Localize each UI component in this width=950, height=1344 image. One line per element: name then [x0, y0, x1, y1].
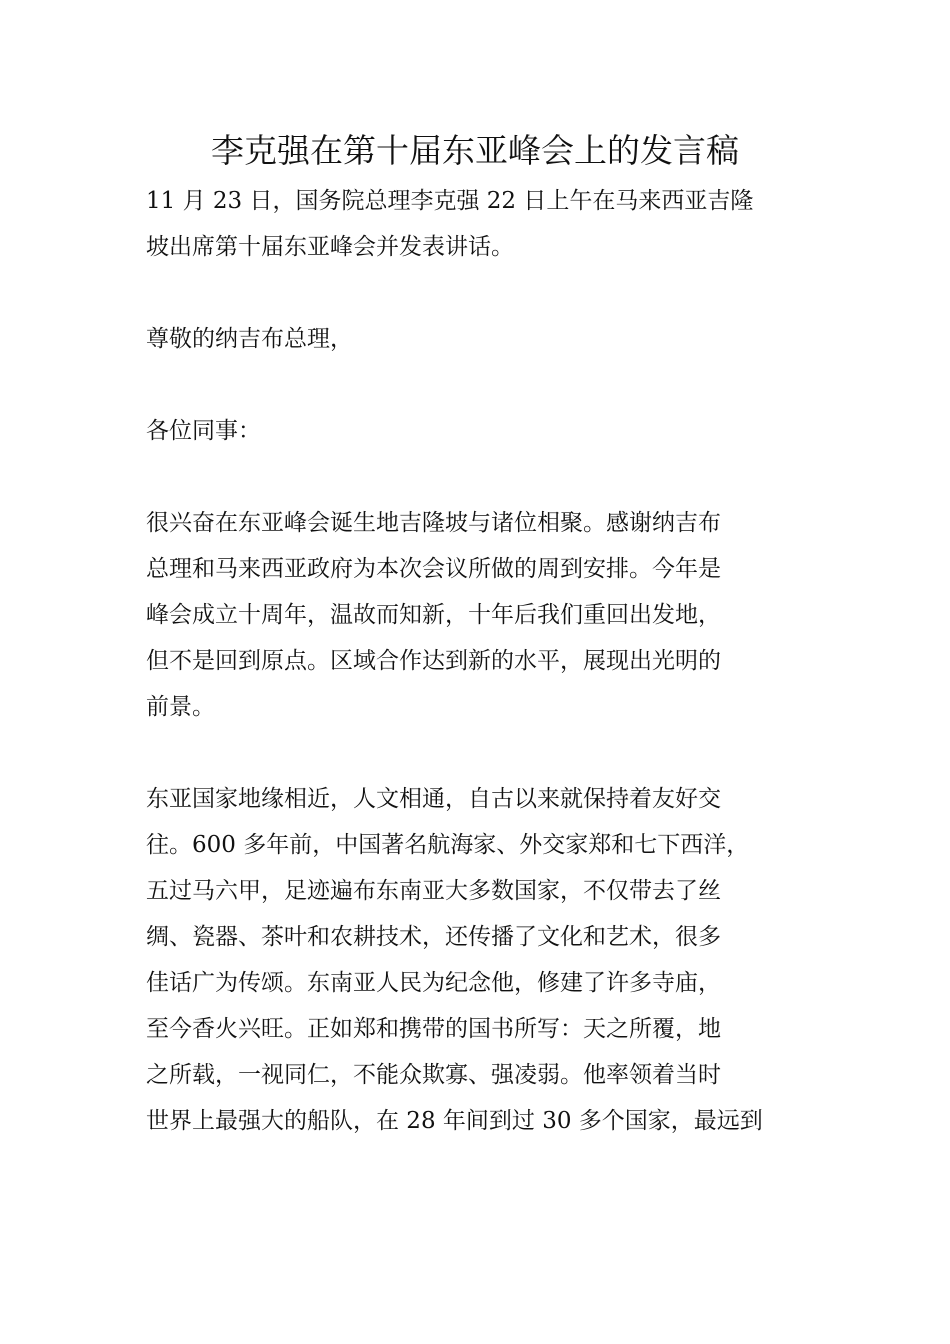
body-paragraph-1 [146, 500, 806, 730]
paragraph-line: 峰会成立十周年，温故而知新，十年后我们重回出发地， [146, 602, 721, 628]
salutation-text: 尊敬的纳吉布总理， [146, 326, 353, 352]
paragraph-line: 之所载，一视同仁，不能众欺寡、强凌弱。他率领着当时 [146, 1062, 721, 1088]
paragraph-line: 很兴奋在东亚峰会诞生地吉隆坡与诸位相聚。感谢纳吉布 [146, 510, 721, 536]
paragraph-line: 但不是回到原点。区域合作达到新的水平，展现出光明的 [146, 648, 721, 674]
document-title: 李克强在第十届东亚峰会上的发言稿 [211, 131, 739, 170]
paragraph-line: 前景。 [146, 694, 215, 720]
intro-line: 11 月 23 日，国务院总理李克强 22 日上午在马来西亚吉隆 [146, 188, 754, 214]
paragraph-line: 佳话广为传颂。东南亚人民为纪念他，修建了许多寺庙， [146, 970, 721, 996]
paragraph-line: 五过马六甲，足迹遍布东南亚大多数国家，不仅带去了丝 [146, 878, 721, 904]
paragraph-line: 东亚国家地缘相近，人文相通，自古以来就保持着友好交 [146, 786, 721, 812]
salutation-line [146, 316, 806, 362]
salutation-line [146, 408, 806, 454]
paragraph-line: 绸、瓷器、茶叶和农耕技术，还传播了文化和艺术，很多 [146, 924, 721, 950]
paragraph-line: 世界上最强大的船队，在 28 年间到过 30 多个国家，最远到 [146, 1108, 763, 1134]
intro-paragraph [146, 178, 806, 270]
document-body [146, 178, 806, 1190]
intro-line: 坡出席第十届东亚峰会并发表讲话。 [146, 234, 514, 260]
body-paragraph-2 [146, 776, 806, 1144]
paragraph-line: 往。600 多年前，中国著名航海家、外交家郑和七下西洋， [146, 832, 750, 858]
paragraph-line: 至今香火兴旺。正如郑和携带的国书所写：天之所覆，地 [146, 1016, 721, 1042]
salutation-text: 各位同事： [146, 418, 261, 444]
paragraph-line: 总理和马来西亚政府为本次会议所做的周到安排。今年是 [146, 556, 721, 582]
